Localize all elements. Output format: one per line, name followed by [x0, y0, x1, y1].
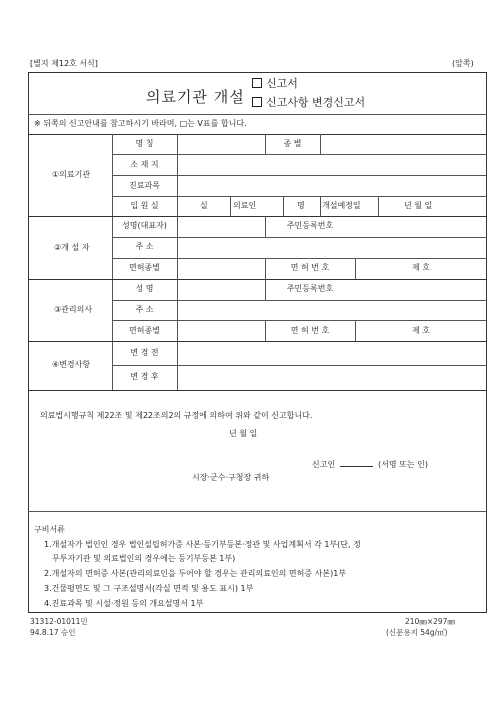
page-side: (앞쪽) — [452, 59, 474, 68]
manager-license-type-field[interactable] — [182, 324, 264, 338]
divider — [28, 134, 487, 135]
founder-license-no-field[interactable]: 제 호 — [412, 263, 430, 272]
declaration-text: 의료법시행규칙 제22조 및 제22조의2의 규정에 의하여 위와 같이 신고합니다. — [40, 411, 313, 420]
founder-name-field[interactable] — [182, 219, 264, 233]
applicant-label: 신고인 — [312, 460, 336, 469]
label-inpatient: 입 원 실 — [130, 201, 159, 210]
document-item-4: 4.진료과목 및 시설·정원 등의 개요설명서 1부 — [44, 599, 204, 608]
divider — [28, 114, 487, 115]
label-after-change: 변 경 후 — [130, 372, 159, 381]
type-field[interactable] — [324, 137, 484, 151]
applicant-signature-line[interactable] — [340, 466, 373, 467]
label-address: 소 재 지 — [130, 160, 159, 169]
label-before-change: 변 경 전 — [130, 348, 159, 357]
addressee: 시장·군수·구청장 귀하 — [192, 473, 270, 482]
section-label-founder: ②개 설 자 — [54, 243, 90, 252]
address-field[interactable] — [182, 158, 482, 172]
label-manager-address: 주 소 — [135, 305, 154, 314]
label-name: 명 칭 — [135, 139, 154, 148]
label-manager-license-type: 면허종별 — [129, 326, 160, 335]
founder-rrn-field[interactable] — [360, 219, 484, 233]
label-founder-address: 주 소 — [135, 242, 154, 251]
label-manager-license-no: 면 허 번 호 — [290, 326, 330, 335]
label-medical-staff: 의료인 — [233, 201, 257, 210]
paper-type: (신문용지 54g/㎡) — [386, 628, 448, 637]
section-label-manager: ③관리의사 — [54, 305, 93, 314]
label-founder-rrn: 주민등록번호 — [286, 221, 334, 230]
form-code: 31312-01011민 — [30, 617, 88, 626]
document-item-1-cont: 무투자기관 및 의료법인의 경우에는 등기부등본 1부) — [52, 554, 236, 563]
label-type: 종 별 — [283, 139, 302, 148]
signature-note: (서명 또는 인) — [378, 460, 428, 469]
date-field[interactable]: 년 월 일 — [404, 201, 433, 210]
checkbox-icon[interactable] — [252, 97, 262, 107]
section-label-change: ④변경사항 — [52, 360, 91, 369]
founder-address-field[interactable] — [182, 240, 482, 254]
divider — [28, 511, 487, 512]
option-report[interactable]: 신고서 — [252, 75, 298, 91]
instruction: ※ 뒤쪽의 신고안내를 참고하시기 바라며, □는 V표를 합니다. — [34, 119, 247, 128]
documents-title: 구비서류 — [34, 525, 65, 534]
label-manager-rrn: 주민등록번호 — [286, 284, 334, 293]
declaration-date[interactable]: 년 월 일 — [229, 429, 258, 438]
label-departments: 진료과목 — [129, 181, 160, 190]
label-founder-license-no: 면 허 번 호 — [290, 263, 330, 272]
departments-field[interactable] — [182, 179, 482, 193]
section-label-institution: ①의료기관 — [52, 170, 91, 179]
manager-address-field[interactable] — [182, 303, 482, 317]
manager-license-no-field[interactable]: 제 호 — [412, 326, 430, 335]
approval-date: 94.8.17 승인 — [30, 628, 76, 637]
label-manager-name: 성 명 — [135, 284, 154, 293]
label-founder-license-type: 면허종별 — [129, 263, 160, 272]
form-title: 의료기관 개설 — [146, 88, 245, 106]
before-change-field[interactable] — [182, 346, 482, 360]
person-unit: 명 — [297, 201, 305, 210]
manager-name-field[interactable] — [182, 282, 264, 296]
document-item-2: 2.개설자의 면허증 사본(관리의료인을 두어야 할 경우는 관리의료인의 면허증 사본)1부 — [44, 569, 347, 578]
after-change-field[interactable] — [182, 370, 482, 384]
founder-license-type-field[interactable] — [182, 261, 264, 275]
manager-rrn-field[interactable] — [360, 282, 484, 296]
checkbox-icon[interactable] — [252, 78, 262, 88]
paper-size: 210㎜×297㎜ — [405, 617, 455, 626]
label-scheduled-date: 개설예정일 — [322, 201, 361, 210]
document-item-1: 1.개설자가 법인인 경우 법인설립허가증 사본·등기부등본·정관 및 사업계획서 각 1부(단, 정 — [44, 540, 361, 549]
name-field[interactable] — [182, 137, 264, 151]
document-item-3: 3.건물평면도 및 그 구조설명서(각실 면적 및 용도 표시) 1부 — [44, 584, 254, 593]
option-change-report[interactable]: 신고사항 변경신고서 — [252, 94, 365, 110]
form-number: [별지 제12호 서식] — [30, 59, 98, 68]
label-founder-name: 성명(대표자) — [122, 221, 167, 230]
room-unit: 실 — [200, 201, 208, 210]
